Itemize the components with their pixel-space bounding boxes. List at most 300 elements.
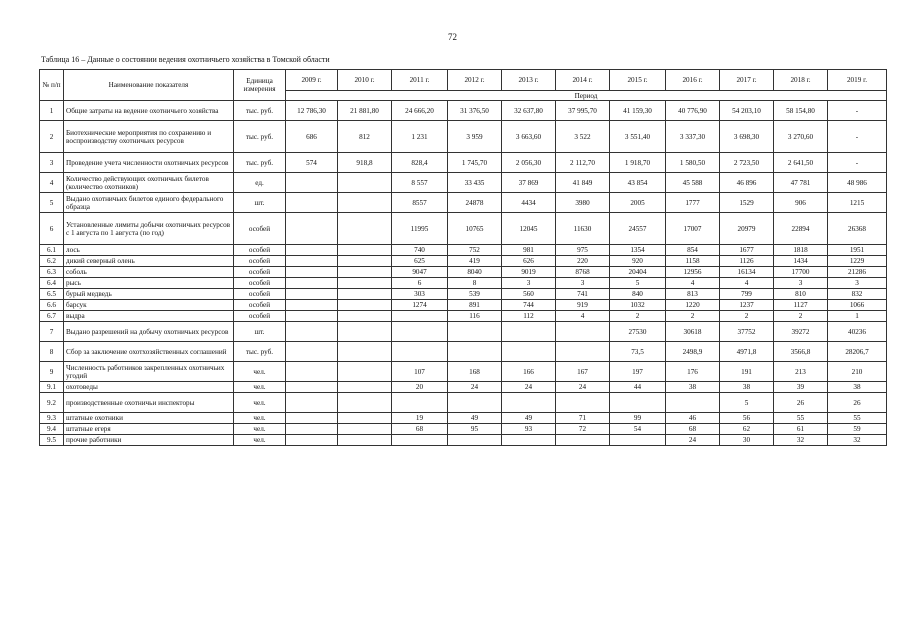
header-year: 2019 г. [828, 70, 887, 91]
value-cell: 213 [774, 362, 828, 382]
header-year: 2017 г. [720, 70, 774, 91]
value-cell: 810 [774, 289, 828, 300]
value-cell: 19 [392, 413, 448, 424]
value-cell: 41 849 [556, 173, 610, 193]
value-cell: 38 [666, 382, 720, 393]
value-cell [286, 342, 338, 362]
row-number: 4 [40, 173, 64, 193]
value-cell: 4 [556, 311, 610, 322]
value-cell [338, 300, 392, 311]
row-number: 8 [40, 342, 64, 362]
row-number: 1 [40, 101, 64, 121]
value-cell [338, 213, 392, 245]
value-cell [392, 393, 448, 413]
value-cell: 1 918,70 [610, 153, 666, 173]
value-cell: 1126 [720, 256, 774, 267]
value-cell: 1818 [774, 245, 828, 256]
row-number: 6.1 [40, 245, 64, 256]
row-number: 6.4 [40, 278, 64, 289]
value-cell: 49 [448, 413, 502, 424]
table-row [40, 322, 887, 342]
value-cell: 24 [502, 382, 556, 393]
value-cell [502, 322, 556, 342]
value-cell: 61 [774, 424, 828, 435]
value-cell: 30618 [666, 322, 720, 342]
header-year: 2010 г. [338, 70, 392, 91]
value-cell: 1 231 [392, 121, 448, 153]
value-cell [286, 382, 338, 393]
value-cell: 2498,9 [666, 342, 720, 362]
value-cell [286, 289, 338, 300]
unit-cell: особей [234, 311, 286, 322]
value-cell: 220 [556, 256, 610, 267]
value-cell: 8557 [392, 193, 448, 213]
value-cell [502, 435, 556, 446]
row-number: 6.3 [40, 267, 64, 278]
indicator-name: Численность работников закрепленных охотничьих угодий [64, 362, 234, 382]
value-cell: 93 [502, 424, 556, 435]
unit-cell: особей [234, 289, 286, 300]
table-row [40, 393, 887, 413]
value-cell: 854 [666, 245, 720, 256]
value-cell [448, 342, 502, 362]
value-cell: 12045 [502, 213, 556, 245]
value-cell: 3 337,30 [666, 121, 720, 153]
value-cell: 28206,7 [828, 342, 887, 362]
table-row [40, 278, 887, 289]
value-cell [392, 435, 448, 446]
row-number: 9.4 [40, 424, 64, 435]
value-cell: 3 [502, 278, 556, 289]
value-cell: 2 641,50 [774, 153, 828, 173]
value-cell: 31 376,50 [448, 101, 502, 121]
value-cell: 210 [828, 362, 887, 382]
table-row [40, 382, 887, 393]
header-row [40, 70, 887, 91]
value-cell [286, 245, 338, 256]
header-year: 2018 г. [774, 70, 828, 91]
value-cell: 832 [828, 289, 887, 300]
value-cell [286, 193, 338, 213]
value-cell: 891 [448, 300, 502, 311]
header-period: Период [286, 91, 887, 101]
value-cell: 799 [720, 289, 774, 300]
indicator-name: Количество действующих охотничьих билетов (количество охотников) [64, 173, 234, 193]
table-row [40, 193, 887, 213]
header-num: № п/п [40, 70, 64, 101]
value-cell [286, 213, 338, 245]
value-cell: 3 270,60 [774, 121, 828, 153]
value-cell [338, 393, 392, 413]
unit-cell: особей [234, 300, 286, 311]
value-cell: 3 663,60 [502, 121, 556, 153]
value-cell: 12956 [666, 267, 720, 278]
value-cell: 39 [774, 382, 828, 393]
value-cell: 167 [556, 362, 610, 382]
value-cell: 54 203,10 [720, 101, 774, 121]
indicator-name: Сбор за заключение охотхозяйственных соглашений [64, 342, 234, 362]
table-row [40, 121, 887, 153]
indicator-name: Установленные лимиты добычи охотничьих ресурсов с 1 августа по 1 августа (по год) [64, 213, 234, 245]
value-cell: 9019 [502, 267, 556, 278]
value-cell [392, 322, 448, 342]
table-row [40, 213, 887, 245]
page-number: 72 [448, 32, 457, 42]
value-cell: 918,8 [338, 153, 392, 173]
value-cell: 752 [448, 245, 502, 256]
value-cell: 17700 [774, 267, 828, 278]
value-cell: 95 [448, 424, 502, 435]
value-cell [286, 435, 338, 446]
header-year: 2012 г. [448, 70, 502, 91]
value-cell: 1529 [720, 193, 774, 213]
value-cell [338, 311, 392, 322]
table-row [40, 101, 887, 121]
value-cell: 1677 [720, 245, 774, 256]
value-cell: 37 995,70 [556, 101, 610, 121]
value-cell: 2 056,30 [502, 153, 556, 173]
value-cell: 2 [666, 311, 720, 322]
value-cell [338, 267, 392, 278]
value-cell: 47 781 [774, 173, 828, 193]
row-number: 6.6 [40, 300, 64, 311]
value-cell [338, 193, 392, 213]
value-cell: 574 [286, 153, 338, 173]
indicator-name: штатные егеря [64, 424, 234, 435]
value-cell: 166 [502, 362, 556, 382]
value-cell: 41 159,30 [610, 101, 666, 121]
unit-cell: тыс. руб. [234, 121, 286, 153]
value-cell: 55 [774, 413, 828, 424]
value-cell: 54 [610, 424, 666, 435]
value-cell: 2005 [610, 193, 666, 213]
value-cell: 32 [828, 435, 887, 446]
value-cell: 176 [666, 362, 720, 382]
unit-cell: особей [234, 267, 286, 278]
value-cell [286, 362, 338, 382]
value-cell: 11995 [392, 213, 448, 245]
table-row [40, 153, 887, 173]
value-cell: 1274 [392, 300, 448, 311]
value-cell: 741 [556, 289, 610, 300]
value-cell: 813 [666, 289, 720, 300]
unit-cell: ед. [234, 173, 286, 193]
value-cell [666, 393, 720, 413]
value-cell: 12 786,30 [286, 101, 338, 121]
value-cell: 99 [610, 413, 666, 424]
value-cell: 58 154,80 [774, 101, 828, 121]
value-cell: 38 [828, 382, 887, 393]
indicator-name: соболь [64, 267, 234, 278]
value-cell: 919 [556, 300, 610, 311]
header-year: 2013 г. [502, 70, 556, 91]
value-cell: 560 [502, 289, 556, 300]
value-cell: 17007 [666, 213, 720, 245]
table-row [40, 245, 887, 256]
header-year: 2009 г. [286, 70, 338, 91]
value-cell: 3 [556, 278, 610, 289]
value-cell [556, 393, 610, 413]
value-cell [286, 300, 338, 311]
value-cell: 626 [502, 256, 556, 267]
indicator-name: лось [64, 245, 234, 256]
value-cell [286, 173, 338, 193]
table-row [40, 424, 887, 435]
header-year: 2016 г. [666, 70, 720, 91]
table-body [40, 101, 887, 446]
unit-cell: особей [234, 245, 286, 256]
unit-cell: чел. [234, 393, 286, 413]
value-cell: 4 [720, 278, 774, 289]
unit-cell: тыс. руб. [234, 342, 286, 362]
value-cell [338, 342, 392, 362]
table-row [40, 256, 887, 267]
value-cell: 1434 [774, 256, 828, 267]
value-cell [286, 267, 338, 278]
indicator-name: штатные охотники [64, 413, 234, 424]
value-cell [286, 424, 338, 435]
unit-cell: особей [234, 213, 286, 245]
row-number: 2 [40, 121, 64, 153]
unit-cell: чел. [234, 435, 286, 446]
value-cell: 197 [610, 362, 666, 382]
row-number: 6.5 [40, 289, 64, 300]
value-cell: 3 522 [556, 121, 610, 153]
value-cell: 68 [392, 424, 448, 435]
value-cell: 16134 [720, 267, 774, 278]
value-cell: 1 745,70 [448, 153, 502, 173]
value-cell: 44 [610, 382, 666, 393]
value-cell: 24 [666, 435, 720, 446]
indicator-name: Выдано охотничьих билетов единого федерального образца [64, 193, 234, 213]
value-cell: 24 [556, 382, 610, 393]
value-cell: 32 [774, 435, 828, 446]
value-cell: 1127 [774, 300, 828, 311]
value-cell: 55 [828, 413, 887, 424]
value-cell: 3 [774, 278, 828, 289]
indicator-name: Выдано разрешений на добычу охотничьих ресурсов [64, 322, 234, 342]
value-cell: 72 [556, 424, 610, 435]
value-cell [286, 278, 338, 289]
row-number: 9.3 [40, 413, 64, 424]
row-number: 5 [40, 193, 64, 213]
value-cell: 2 [720, 311, 774, 322]
value-cell: 59 [828, 424, 887, 435]
value-cell: 2 [774, 311, 828, 322]
value-cell: 4 [666, 278, 720, 289]
value-cell: 32 637,80 [502, 101, 556, 121]
value-cell: 11630 [556, 213, 610, 245]
value-cell: 3980 [556, 193, 610, 213]
table-row [40, 413, 887, 424]
header-year: 2014 г. [556, 70, 610, 91]
table-caption: Таблица 16 – Данные о состоянии ведения охотничьего хозяйства в Томской области [41, 55, 330, 64]
unit-cell: тыс. руб. [234, 101, 286, 121]
value-cell: 37752 [720, 322, 774, 342]
value-cell: 8768 [556, 267, 610, 278]
table-row [40, 173, 887, 193]
table-row [40, 267, 887, 278]
header-year: 2015 г. [610, 70, 666, 91]
value-cell [338, 362, 392, 382]
value-cell: 840 [610, 289, 666, 300]
value-cell: 2 [610, 311, 666, 322]
value-cell: 30 [720, 435, 774, 446]
value-cell: 26368 [828, 213, 887, 245]
indicator-name: выдра [64, 311, 234, 322]
value-cell: 20 [392, 382, 448, 393]
value-cell: 39272 [774, 322, 828, 342]
value-cell: 1354 [610, 245, 666, 256]
value-cell [338, 435, 392, 446]
unit-cell: чел. [234, 424, 286, 435]
value-cell: 8040 [448, 267, 502, 278]
value-cell [556, 322, 610, 342]
value-cell: 906 [774, 193, 828, 213]
value-cell [556, 342, 610, 362]
indicator-name: Общие затраты на ведение охотничьего хозяйства [64, 101, 234, 121]
indicator-name: барсук [64, 300, 234, 311]
value-cell: 1066 [828, 300, 887, 311]
value-cell [338, 382, 392, 393]
indicator-name: производственные охотничьи инспекторы [64, 393, 234, 413]
value-cell: 3 959 [448, 121, 502, 153]
value-cell [392, 311, 448, 322]
value-cell [286, 393, 338, 413]
value-cell: 3 [828, 278, 887, 289]
value-cell: 744 [502, 300, 556, 311]
value-cell: 3 698,30 [720, 121, 774, 153]
indicator-name: прочие работники [64, 435, 234, 446]
header-name: Наименование показателя [64, 70, 234, 101]
value-cell: 40 776,90 [666, 101, 720, 121]
table-row [40, 311, 887, 322]
value-cell: 43 854 [610, 173, 666, 193]
value-cell [338, 289, 392, 300]
value-cell [448, 322, 502, 342]
value-cell: 4971,8 [720, 342, 774, 362]
value-cell [610, 393, 666, 413]
value-cell: 73,5 [610, 342, 666, 362]
value-cell: 1032 [610, 300, 666, 311]
row-number: 3 [40, 153, 64, 173]
value-cell [286, 413, 338, 424]
indicator-name: бурый медведь [64, 289, 234, 300]
table-row [40, 300, 887, 311]
value-cell: 40236 [828, 322, 887, 342]
value-cell: 37 869 [502, 173, 556, 193]
unit-cell: шт. [234, 193, 286, 213]
value-cell [338, 173, 392, 193]
value-cell: 9047 [392, 267, 448, 278]
value-cell: 48 986 [828, 173, 887, 193]
value-cell: 33 435 [448, 173, 502, 193]
value-cell: 740 [392, 245, 448, 256]
indicator-name: Биотехнические мероприятия по сохранению и воспроизводству охотничьих ресурсов [64, 121, 234, 153]
value-cell [286, 322, 338, 342]
unit-cell: тыс. руб. [234, 153, 286, 173]
row-number: 9.5 [40, 435, 64, 446]
value-cell: 828,4 [392, 153, 448, 173]
value-cell: 107 [392, 362, 448, 382]
row-number: 9.1 [40, 382, 64, 393]
value-cell: 20404 [610, 267, 666, 278]
row-number: 6.7 [40, 311, 64, 322]
value-cell [286, 311, 338, 322]
value-cell [338, 256, 392, 267]
value-cell: 27530 [610, 322, 666, 342]
table-row [40, 289, 887, 300]
value-cell: 24878 [448, 193, 502, 213]
value-cell: - [828, 121, 887, 153]
value-cell: 21286 [828, 267, 887, 278]
row-number: 6.2 [40, 256, 64, 267]
value-cell: 6 [392, 278, 448, 289]
unit-cell: чел. [234, 413, 286, 424]
value-cell: 1237 [720, 300, 774, 311]
value-cell: 1 580,50 [666, 153, 720, 173]
row-number: 6 [40, 213, 64, 245]
hunting-data-table [39, 69, 887, 446]
indicator-name: Проведение учета численности охотничьих ресурсов [64, 153, 234, 173]
value-cell: - [828, 101, 887, 121]
indicator-name: дикий северный олень [64, 256, 234, 267]
value-cell: 419 [448, 256, 502, 267]
value-cell: 62 [720, 424, 774, 435]
value-cell [338, 245, 392, 256]
value-cell: 686 [286, 121, 338, 153]
value-cell: 3566,8 [774, 342, 828, 362]
value-cell: 8 [448, 278, 502, 289]
value-cell: 539 [448, 289, 502, 300]
value-cell: 5 [610, 278, 666, 289]
unit-cell: шт. [234, 322, 286, 342]
value-cell [610, 435, 666, 446]
value-cell [338, 322, 392, 342]
value-cell: 5 [720, 393, 774, 413]
value-cell: 920 [610, 256, 666, 267]
value-cell: 46 [666, 413, 720, 424]
row-number: 9.2 [40, 393, 64, 413]
value-cell: 56 [720, 413, 774, 424]
value-cell: 45 588 [666, 173, 720, 193]
value-cell: 26 [774, 393, 828, 413]
value-cell: 4434 [502, 193, 556, 213]
value-cell: 68 [666, 424, 720, 435]
value-cell: 303 [392, 289, 448, 300]
value-cell: 1229 [828, 256, 887, 267]
value-cell [448, 393, 502, 413]
value-cell: 46 896 [720, 173, 774, 193]
value-cell: 1951 [828, 245, 887, 256]
value-cell: 1215 [828, 193, 887, 213]
value-cell: 812 [338, 121, 392, 153]
value-cell: 71 [556, 413, 610, 424]
value-cell [338, 424, 392, 435]
value-cell: 975 [556, 245, 610, 256]
unit-cell: чел. [234, 382, 286, 393]
value-cell: 24 666,20 [392, 101, 448, 121]
value-cell: 3 551,40 [610, 121, 666, 153]
table-row [40, 342, 887, 362]
indicator-name: охотоведы [64, 382, 234, 393]
value-cell: 116 [448, 311, 502, 322]
value-cell [502, 342, 556, 362]
value-cell: 38 [720, 382, 774, 393]
value-cell: - [828, 153, 887, 173]
value-cell: 8 557 [392, 173, 448, 193]
row-number: 9 [40, 362, 64, 382]
